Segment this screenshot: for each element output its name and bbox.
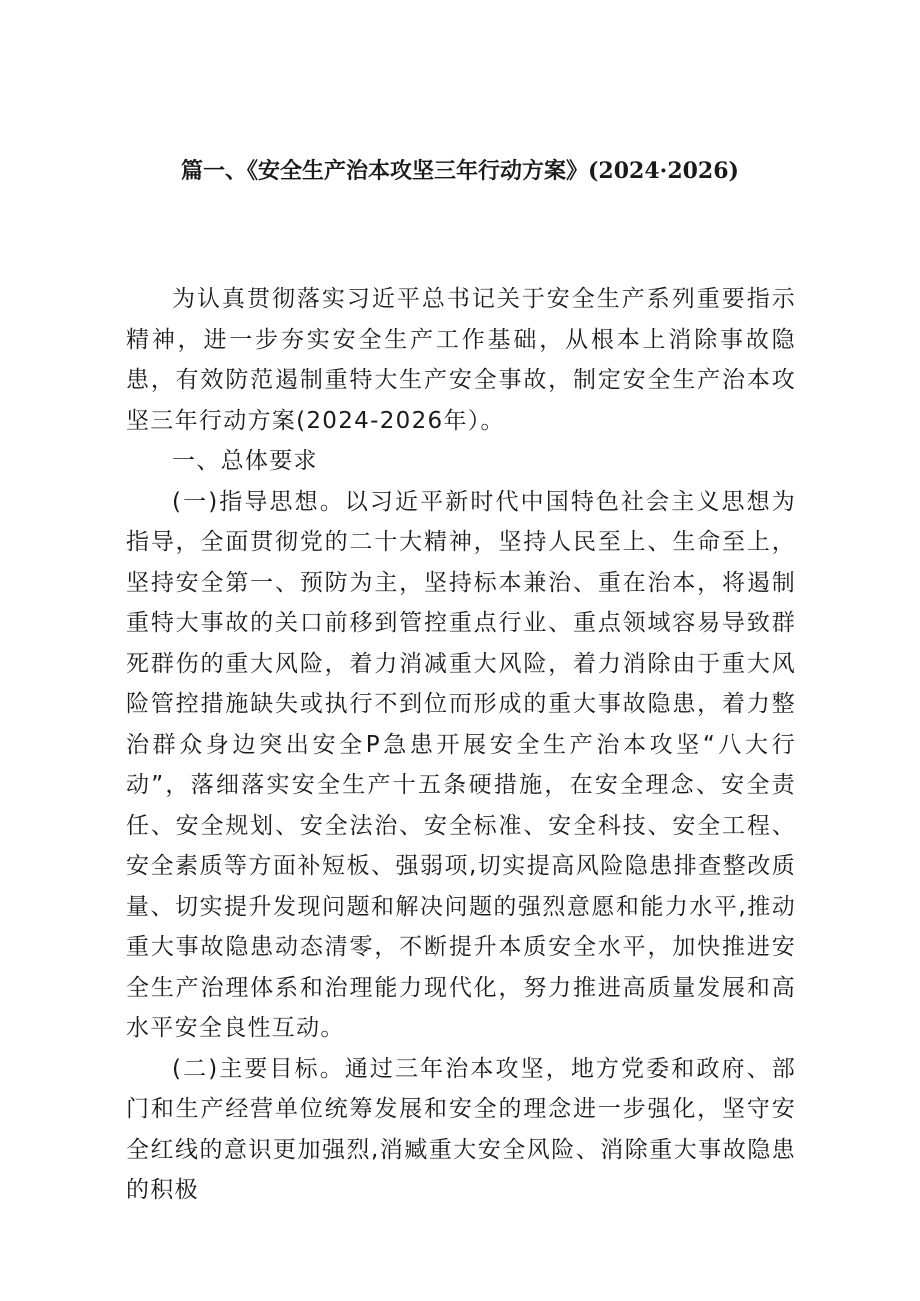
section-heading: 一、总体要求: [172, 448, 318, 474]
document-title: 篇一、《安全生产治本攻坚三年行动方案》(2024·2026): [181, 158, 739, 184]
guiding-ideology-paragraph: (一)指导思想。以习近平新时代中国特色社会主义思想为指导，全面贯彻党的二十大精神，坚持人民至上、生命至上，坚持安全第一、预防为主，坚持标本兼治、重在治本，将遏制重特大事故的关口前移到管控重点行业、重点领域容易导致群死群伤的重大风险，着力消减重大风险，着力消除由于重大风险管控措施缺失或执行不到位而形成的重大事故隐患，着力整治群众身边突出安全P急患开展安全生产治本攻坚“八大行动”，落细落实安全生产十五条硬措施，在安全理念、安全责任、安全规划、安全法治、安全标准、安全科技、安全工程、安全素质等方面补短板、强弱项,切实提高风险隐患排查整改质量、切实提升发现问题和解决问题的强烈意愿和能力水平,推动重大事故隐患动态清零，不断提升本质安全水平，加快推进安全生产治理体系和治理能力现代化，努力推进高质量发展和高水平安全良性互动。: [126, 488, 796, 1041]
main-goals-paragraph: (二)主要目标。通过三年治本攻坚，地方党委和政府、部门和生产经营单位统筹发展和安全的理念进一步强化，坚守安全红线的意识更加强烈,消臧重大安全风险、消除重大事故隐患的积极: [126, 1055, 796, 1203]
document-body: [126, 279, 796, 1211]
intro-paragraph: 为认真贯彻落实习近平总书记关于安全生产系列重要指示精神，进一步夯实安全生产工作基础，从根本上消除事故隐患，有效防范遏制重特大生产安全事故，制定安全生产治本攻坚三年行动方案(2024-2026年）。: [126, 286, 796, 434]
